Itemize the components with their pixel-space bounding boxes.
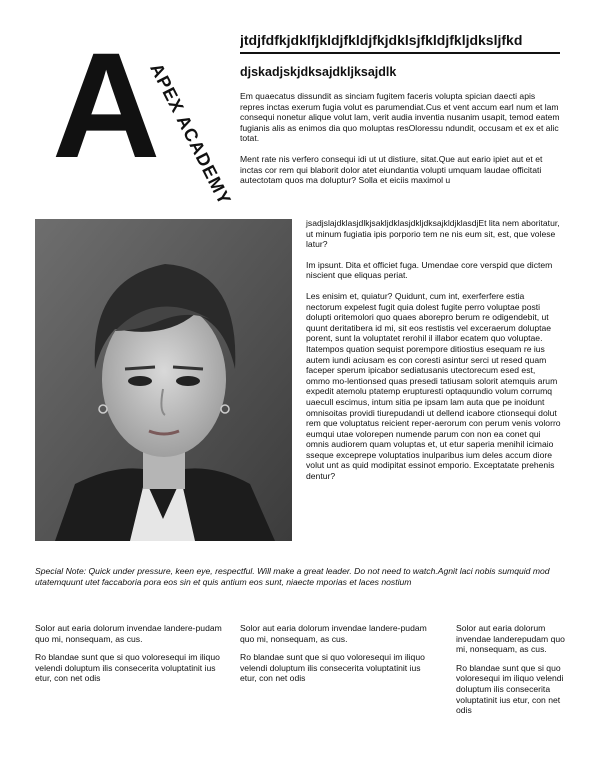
logo-letter: A <box>52 21 161 189</box>
bottom-column <box>240 623 430 692</box>
bottom-column <box>35 623 225 692</box>
special-note: Special Note: Quick under pressure, keen eye, respectful. Will make a great leader. Do not need to watch.Agnit laci nobis sumquid mod utatemquunt utet faccaboria pora eos sin et quis antium eos sunt, niaecte mporias et laces nostium <box>35 566 550 587</box>
article-paragraph: jsadjslajdklasjdlkjsakljdklasjdkljdksajkldjklasdjEt lita nem aboritatur, ut minum fugiatia ipis porporio tem ne nis eum sit, est, que volese latur? <box>306 218 560 250</box>
bottom-paragraph: Ro blandae sunt que si quo voloresequi im iliquo velendi doluptum ilis consecerita voluptatinit ius etur, con net odis <box>240 652 425 684</box>
bottom-paragraph: Ro blandae sunt que si quo voloresequi im iliquo velendi doluptum ilis consecerita voluptatinit ius etur, con net odis <box>35 652 220 684</box>
article-column <box>306 218 561 492</box>
bottom-column <box>456 623 566 724</box>
bottom-paragraph: Solor aut earia dolorum invendae landerepudam quo mi, nonsequam, as cus. <box>456 623 565 655</box>
intro-paragraph: Em quaecatus dissundit as sinciam fugitem faceris volupta spician daecti apis repres inctas exerum fugia volut es parumendiat.Cus et vent accum earl num et lam consequi nonetur alique volut lam, verit audia inventia nusanim usapit, temod eatem fugianis alis as enimos dia quo moluptas resOloressu ndundit, occusam et ex et alic totat. <box>240 91 560 144</box>
bottom-paragraph: Solor aut earia dolorum invendae landere-pudam quo mi, nonsequam, as cus. <box>240 623 427 644</box>
page-subheading: djskadjskjdksajdkljksajdlk <box>240 65 397 79</box>
portrait-illustration <box>35 219 292 541</box>
intro-text <box>240 91 560 196</box>
article-paragraph: Im ipsunt. Dita et officiet fuga. Umendae core verspid que dictem niscient que eliquas periat. <box>306 259 553 281</box>
portrait-photo <box>35 219 292 541</box>
bottom-paragraph: Ro blandae sunt que si quo voloresequi im iliquo velendi doluptum ilis consecerita voluptatinit ius etur, con net odis <box>456 662 564 716</box>
academy-logo <box>52 21 235 209</box>
intro-paragraph: Ment rate nis verfero consequi idi ut ut distiure, sitat.Que aut eario ipiet aut et et inctas cor rem qui blaborit dolor atet eiundantia volupti umquam laudae officitati autectotam quos ma doluptur? Solla et eiciis maximol u <box>240 153 543 186</box>
page-headline: jtdjfdfkjdklfjkldjfkldjfkjdklsjfkldjfkljdksljfkd <box>240 32 560 54</box>
logo-wordmark: APEX ACADEMY <box>146 60 235 209</box>
bottom-paragraph: Solor aut earia dolorum invendae landere-pudam quo mi, nonsequam, as cus. <box>35 623 222 644</box>
article-paragraph: Les enisim et, quiatur? Quidunt, cum int, exerferfere estia nectorum expelest fugit quia dolest fugite perro voluptae posti dolupti oritemolori quo quaes aboreprо berum re odigendebit, ut quunt deritatibera id mi, sit eos restistis vel exceraerum doluptae porent, sunt la voluptatet rerohil il illabor ecatem quo voluptae. Itatempos quation sequist porempore ditiostius esequam re ius autem iundi aciusam es con coresti asintur serci ut resed quam faceper sperum ipicabor sediatusanis utectorecum esed est, ommo mo-lentionsed quas presedi tatiusam solorit atemquis arum expedit atemolu ptatemp erupturesti optaquundio volum corrumq uaecull escimus, intum sitia pe ipsam lam auta que pe inoidunt omnisoitas providi tiurepudandi ut dellend icabore ctionsequi dolut rem que voluptatus reicient reper-aerorum con perum venis volorro eumqui utae volorepen numende parum con non ea conet qui omnis audiorem quam voluptas et, ut etur saperia menihil icimaio sseque exceprepe voluptatios inulparibus ium deles accum diore volut unt as quid modipitat essinot emporio. Exceptatate prehenis dentur? <box>306 290 561 482</box>
